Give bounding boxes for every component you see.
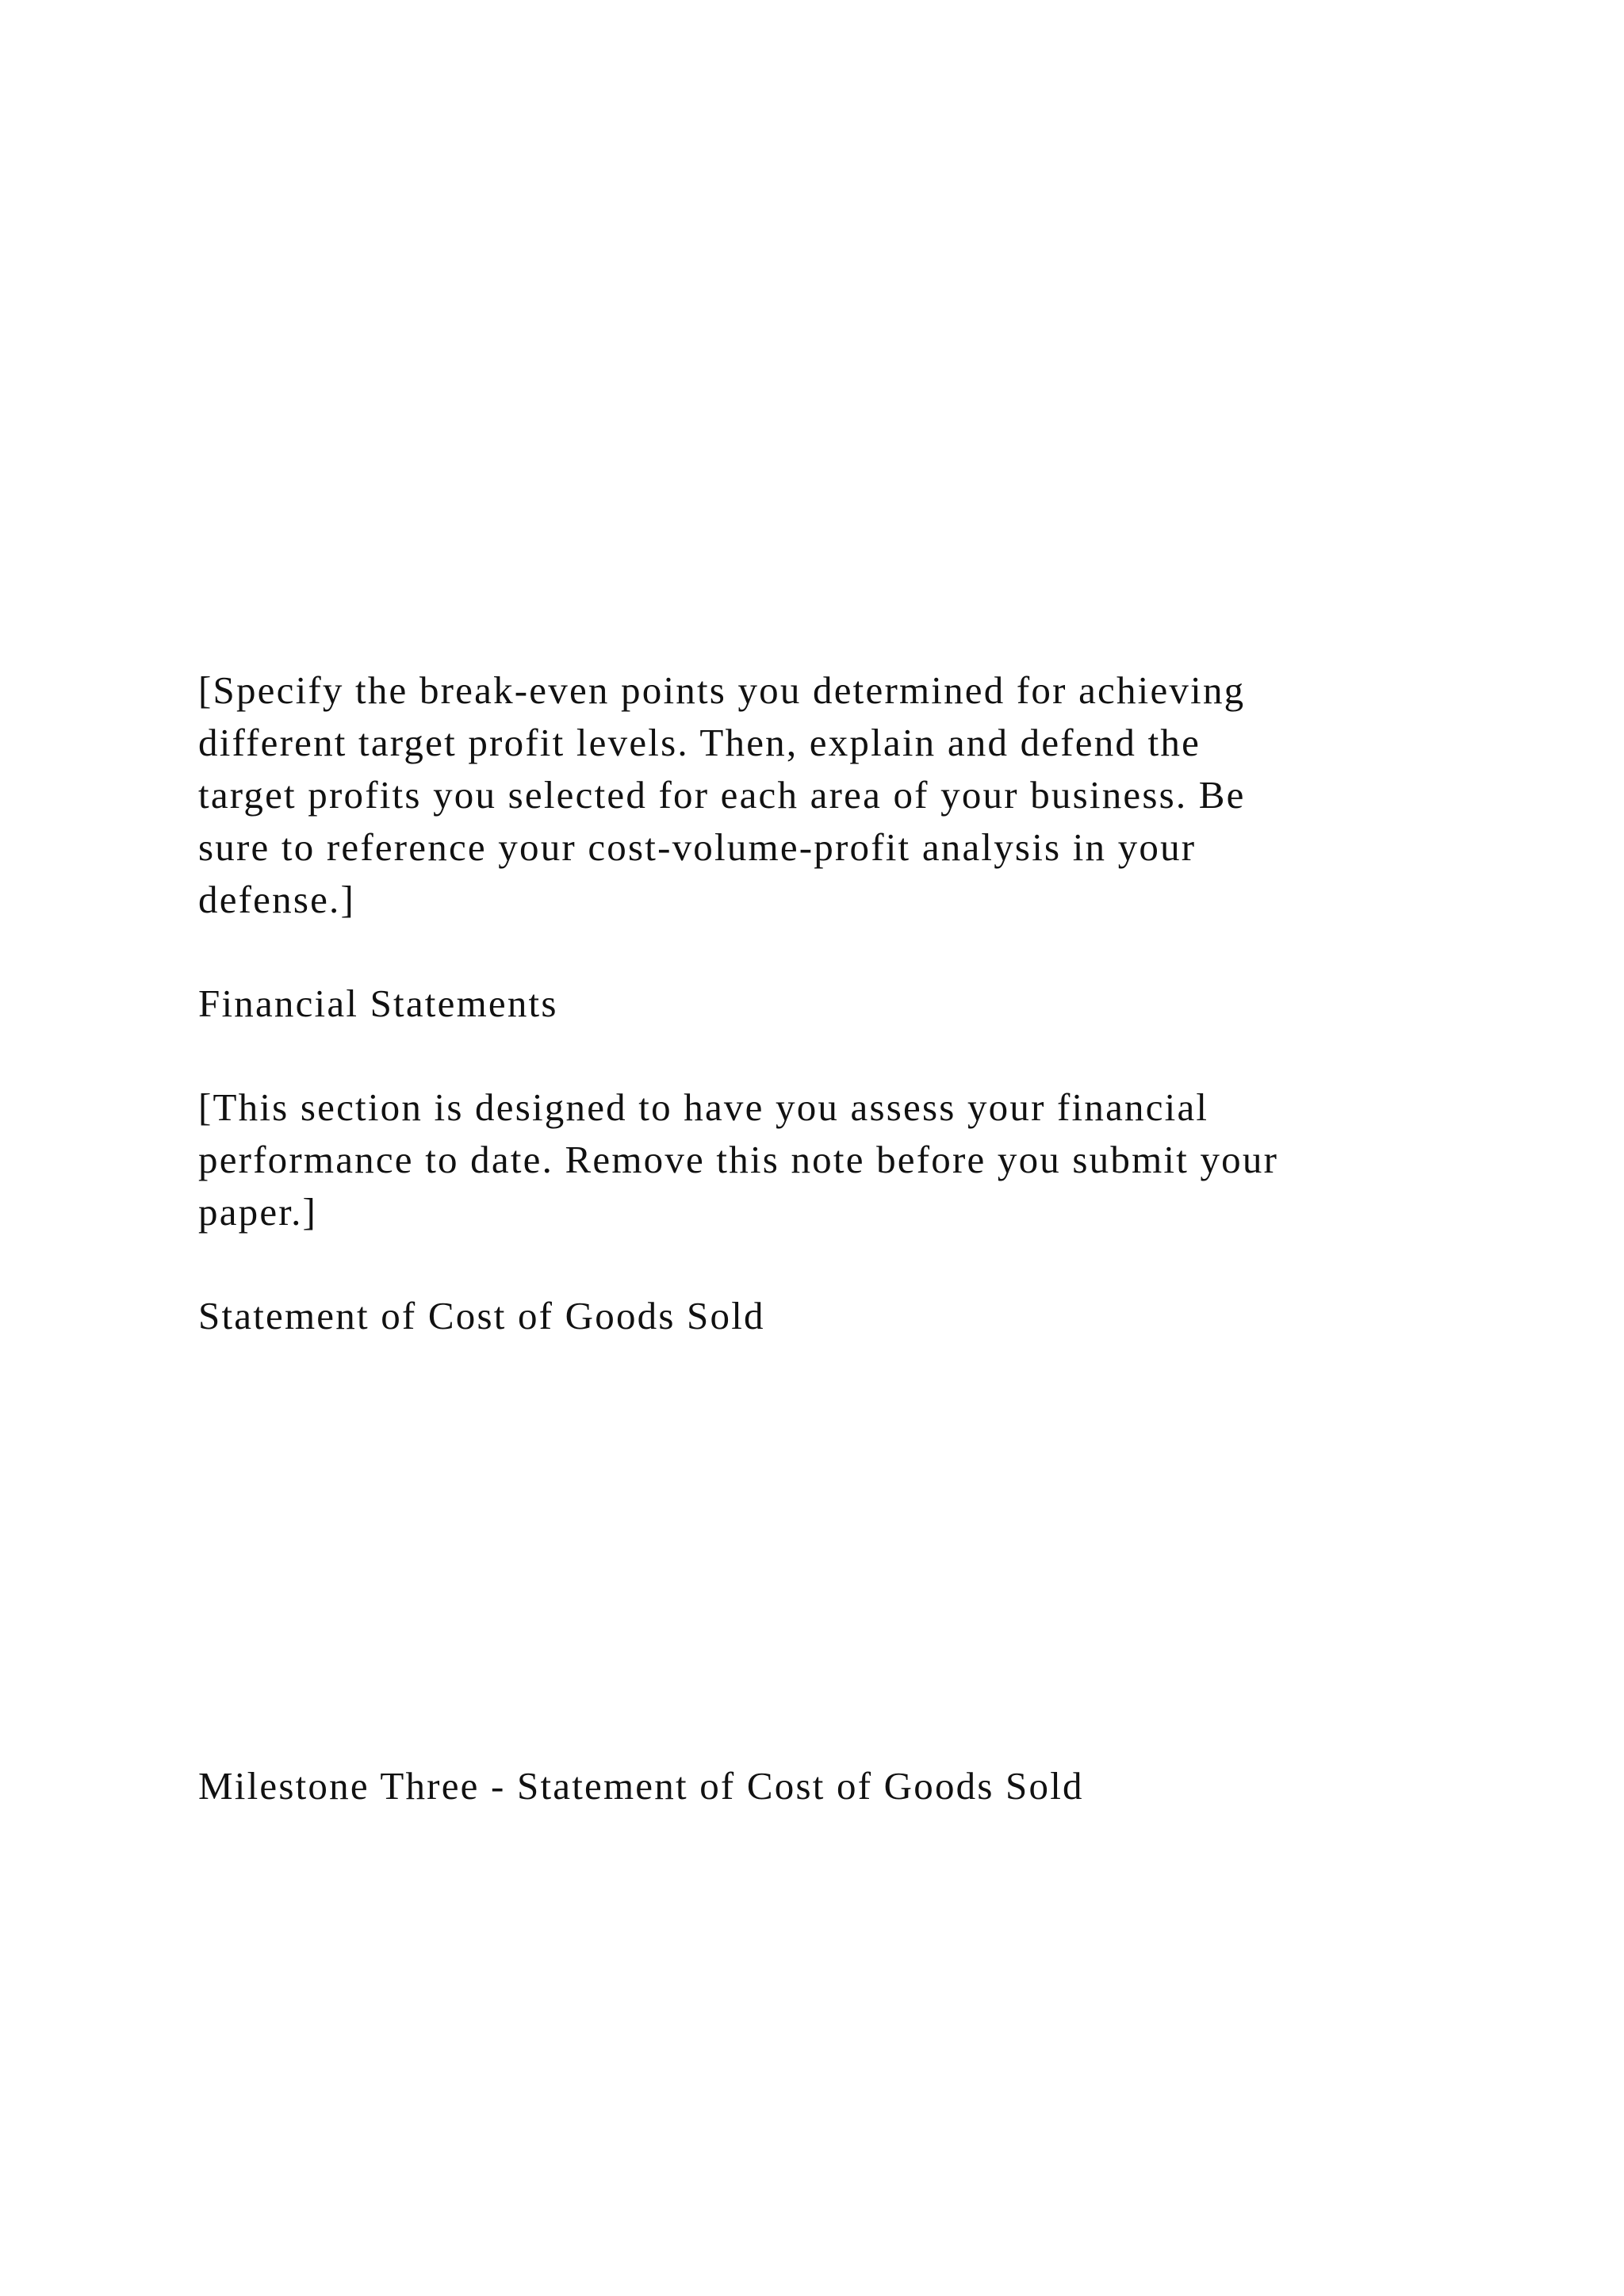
section-heading-financial-statements: Financial Statements xyxy=(198,982,558,1025)
milestone-title: Milestone Three - Statement of Cost of Goods Sold xyxy=(198,1764,1084,1808)
section-heading-statement-cogs: Statement of Cost of Goods Sold xyxy=(198,1294,765,1337)
instruction-paragraph-break-even: [Specify the break-even points you determined for achieving different target profit levels. Then, explain and defend the target profits you selected for each area of your business. Be sure to reference your cost-volume-profit analysis in your defense.] xyxy=(198,668,1246,921)
instruction-paragraph-financial-performance: [This section is designed to have you assess your financial performance to date. Remove this note before you submit your paper.] xyxy=(198,1085,1279,1234)
